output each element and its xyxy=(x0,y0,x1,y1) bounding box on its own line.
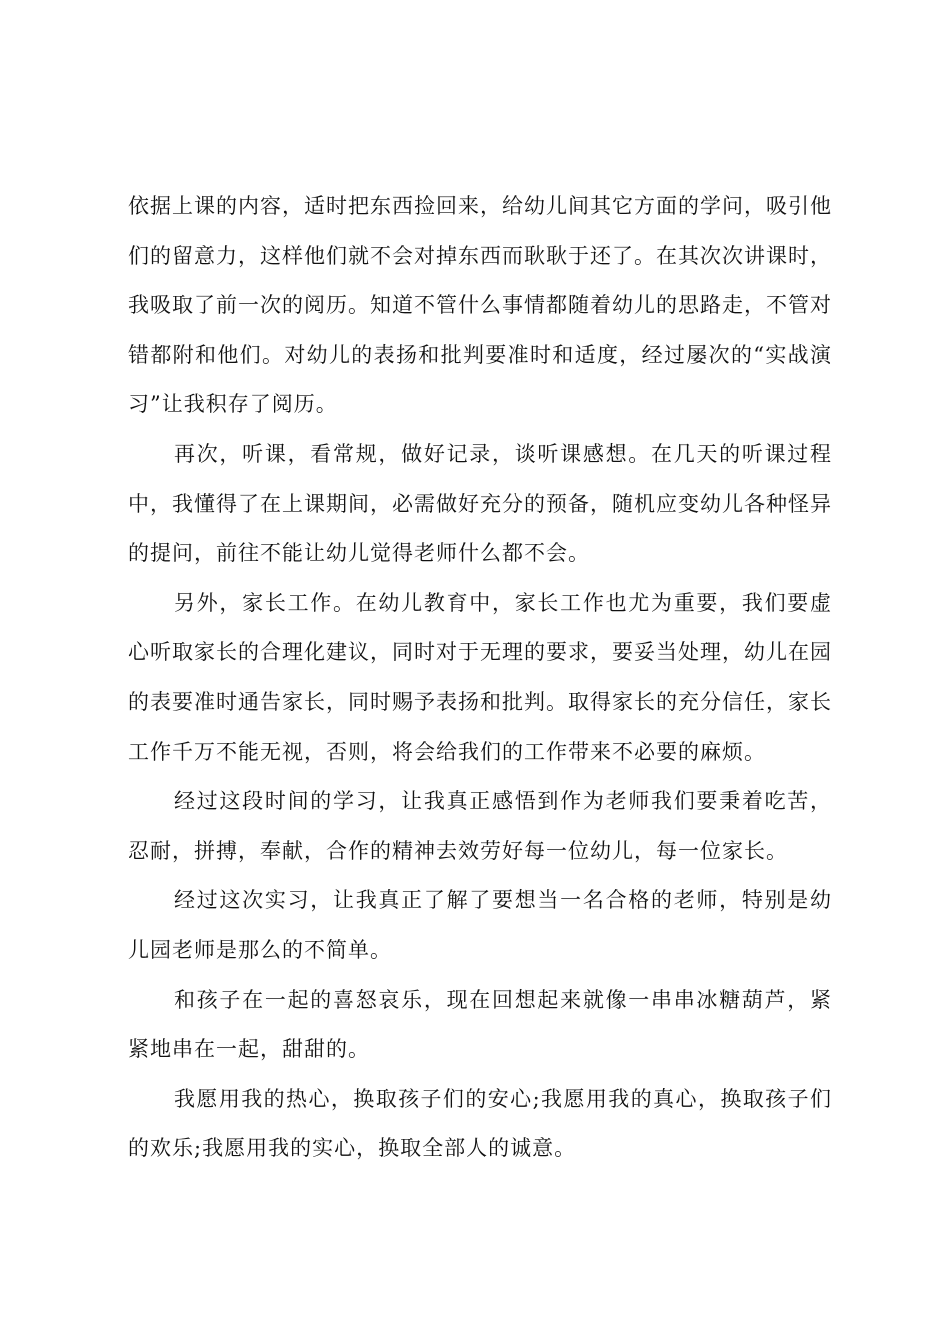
paragraph-learning: 经过这段时间的学习，让我真正感悟到作为老师我们要秉着吃苦，忍耐，拼搏，奉献，合作的精神去效劳好每一位幼儿，每一位家长。 xyxy=(128,789,832,863)
paragraph-internship: 经过这次实习，让我真正了解了要想当一名合格的老师，特别是幼儿园老师是那么的不简单。 xyxy=(128,888,832,962)
paragraph-observation: 再次，听课，看常规，做好记录，谈听课感想。在几天的听课过程中，我懂得了在上课期间，必需做好充分的预备，随机应变幼儿各种怪异的提问，前往不能让幼儿觉得老师什么都不会。 xyxy=(128,441,832,566)
paragraph-parent-work: 另外，家长工作。在幼儿教育中，家长工作也尤为重要，我们要虚心听取家长的合理化建议，同时对于无理的要求，要妥当处理，幼儿在园的表要准时通告家长，同时赐予表扬和批判。取得家长的充分信任，家长工作千万不能无视，否则，将会给我们的工作带来不必要的麻烦。 xyxy=(128,590,832,764)
body-text xyxy=(128,182,832,1174)
paragraph-closing: 我愿用我的热心，换取孩子们的安心;我愿用我的真心，换取孩子们的欢乐;我愿用我的实心，换取全部人的诚意。 xyxy=(128,1086,832,1161)
paragraph-continued: 依据上课的内容，适时把东西捡回来，给幼儿间其它方面的学问，吸引他们的留意力，这样他们就不会对掉东西而耿耿于还了。在其次次讲课时，我吸取了前一次的阅历。知道不管什么事情都随着幼儿的思路走，不管对错都附和他们。对幼儿的表扬和批判要准时和适度，经过屡次的“实战演习”让我积存了阅历。 xyxy=(128,194,832,417)
paragraph-memories: 和孩子在一起的喜怒哀乐，现在回想起来就像一串串冰糖葫芦，紧紧地串在一起，甜甜的。 xyxy=(128,987,832,1062)
